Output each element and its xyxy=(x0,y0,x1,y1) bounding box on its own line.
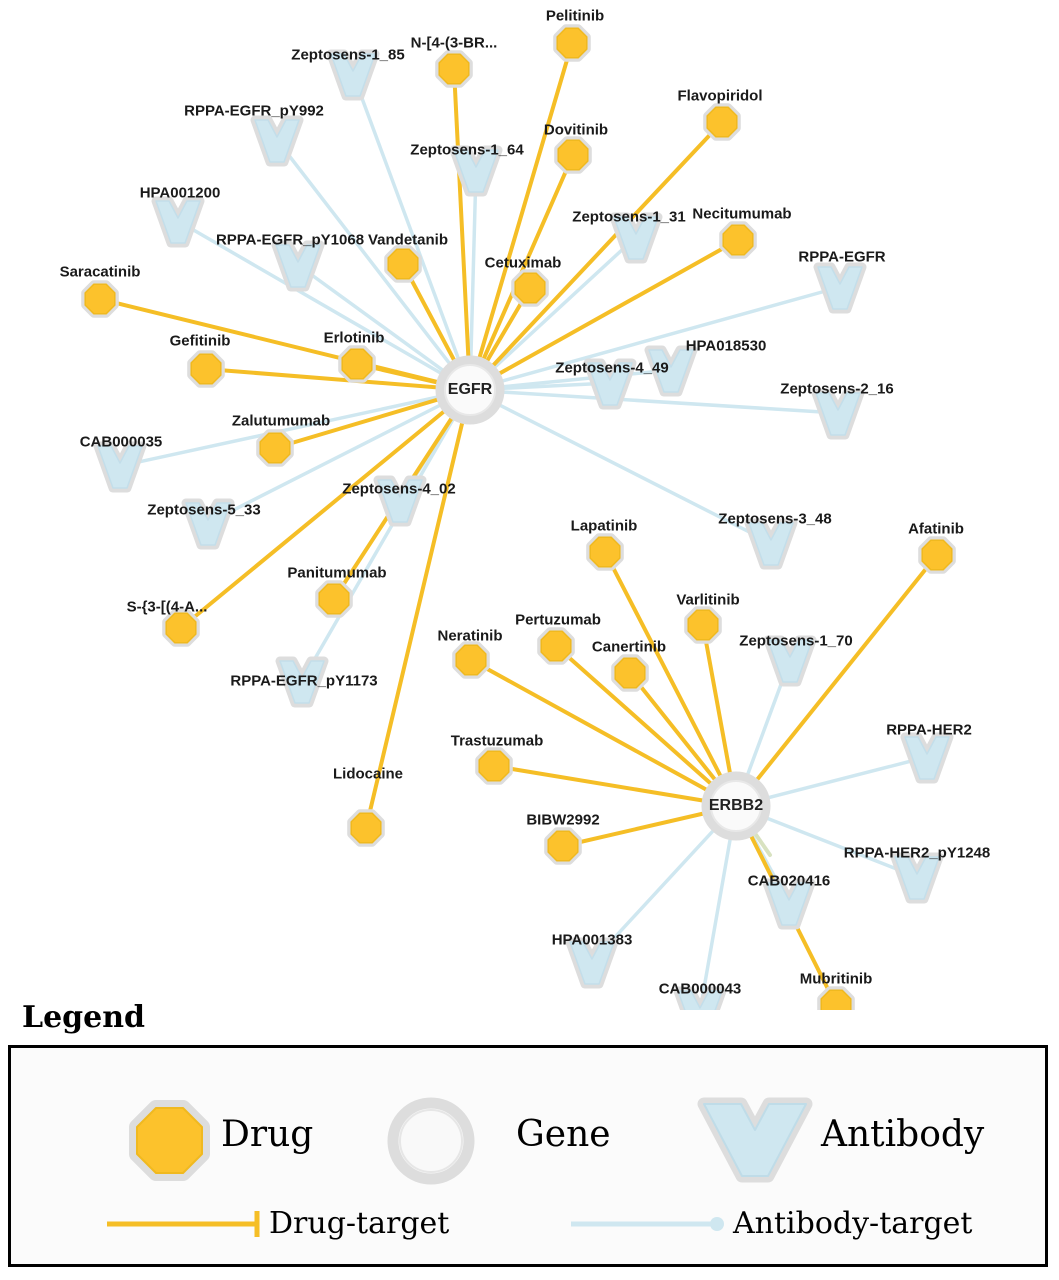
drug-node[interactable] xyxy=(260,433,290,463)
drug-node[interactable] xyxy=(191,354,221,384)
legend-antibody-icon xyxy=(704,1104,806,1176)
antibody-label: Zeptosens-1_31 xyxy=(572,208,686,226)
antibody-label: HPA001383 xyxy=(551,931,633,949)
antibody-label: HPA001200 xyxy=(139,184,221,202)
drug-label: S-{3-[(4-A... xyxy=(126,598,208,616)
antibody-label: RPPA-HER2 xyxy=(886,721,972,739)
drug-node[interactable] xyxy=(479,751,509,781)
antibody-label: Zeptosens-5_33 xyxy=(147,501,261,519)
drug-target-edge xyxy=(454,69,470,390)
drug-label: Pertuzumab xyxy=(515,611,601,629)
legend-antibody-edge-label: Antibody-target xyxy=(733,1206,973,1241)
antibody-label: RPPA-EGFR_pY1068 xyxy=(215,231,365,249)
antibody-label: RPPA-EGFR xyxy=(798,248,886,266)
legend-drug-icon xyxy=(137,1108,202,1173)
drug-label: Cetuximab xyxy=(484,254,562,272)
drug-node[interactable] xyxy=(590,537,620,567)
antibody-label: HPA018530 xyxy=(685,337,767,355)
drug-label: Saracatinib xyxy=(59,263,141,281)
drug-label: Trastuzumab xyxy=(450,732,544,750)
drug-node[interactable] xyxy=(439,54,469,84)
drug-node[interactable] xyxy=(541,631,571,661)
drug-label: Zalutumumab xyxy=(231,412,331,430)
drug-label: N-[4-(3-BR... xyxy=(410,34,498,52)
drug-node[interactable] xyxy=(456,645,486,675)
drug-node[interactable] xyxy=(558,140,588,170)
drug-label: Pelitinib xyxy=(545,7,605,25)
legend-antibody-label: Antibody xyxy=(821,1114,985,1155)
antibody-label: Zeptosens-4_02 xyxy=(342,480,456,498)
legend-gene-icon xyxy=(393,1103,469,1179)
drug-node[interactable] xyxy=(319,584,349,614)
drug-label: Panitumumab xyxy=(287,564,387,582)
drug-label: Erlotinib xyxy=(323,329,385,347)
legend-drug-edge-icon xyxy=(107,1211,257,1237)
drug-label: Afatinib xyxy=(908,520,964,538)
drug-label: Varlitinib xyxy=(676,591,740,609)
gene-label: EGFR xyxy=(447,381,493,398)
legend-drug-label: Drug xyxy=(221,1114,314,1155)
drug-label: Flavopiridol xyxy=(677,87,763,105)
gene-label: ERBB2 xyxy=(708,797,764,814)
drug-label: Vandetanib xyxy=(367,231,449,249)
antibody-label: CAB000035 xyxy=(79,433,163,451)
drug-node[interactable] xyxy=(615,658,645,688)
drug-node[interactable] xyxy=(688,610,718,640)
antibody-label: Zeptosens-1_85 xyxy=(291,46,405,64)
drug-target-edge xyxy=(736,555,937,806)
antibody-label: Zeptosens-2_16 xyxy=(780,380,894,398)
drug-target-edge xyxy=(366,390,470,828)
drug-node[interactable] xyxy=(351,813,381,843)
drug-label: Gefitinib xyxy=(169,332,231,350)
legend-title: Legend xyxy=(22,1000,146,1035)
drug-node[interactable] xyxy=(166,613,196,643)
antibody-label: RPPA-HER2_pY1248 xyxy=(843,844,991,862)
antibody-label: CAB000043 xyxy=(658,980,742,998)
drug-label: Lidocaine xyxy=(332,765,404,783)
drug-label: Neratinib xyxy=(437,627,503,645)
antibody-label: CAB020416 xyxy=(747,872,831,890)
antibody-label: Zeptosens-3_48 xyxy=(718,510,832,528)
drug-node[interactable] xyxy=(85,284,115,314)
drug-node[interactable] xyxy=(548,831,578,861)
legend-antibody-edge-icon xyxy=(571,1217,724,1231)
drug-node[interactable] xyxy=(707,107,737,137)
drug-node[interactable] xyxy=(515,273,545,303)
legend-box xyxy=(8,1045,1048,1267)
drug-label: Necitumumab xyxy=(692,205,792,223)
antibody-label: RPPA-EGFR_pY992 xyxy=(184,102,324,120)
drug-label: Dovitinib xyxy=(543,121,609,139)
drug-node[interactable] xyxy=(388,249,418,279)
antibody-label: Zeptosens-1_70 xyxy=(739,632,853,650)
drug-label: Mubritinib xyxy=(799,970,873,988)
drug-node[interactable] xyxy=(342,349,372,379)
drug-node[interactable] xyxy=(557,28,587,58)
drug-node[interactable] xyxy=(723,225,753,255)
drug-label: Canertinib xyxy=(591,638,667,656)
drug-label: Lapatinib xyxy=(570,517,638,535)
antibody-label: Zeptosens-4_49 xyxy=(555,359,669,377)
antibody-label: RPPA-EGFR_pY1173 xyxy=(230,672,378,690)
antibody-label: Zeptosens-1_64 xyxy=(410,141,524,159)
drug-label: BIBW2992 xyxy=(526,811,600,829)
legend-gene-label: Gene xyxy=(516,1114,611,1155)
legend-drug-edge-label: Drug-target xyxy=(269,1206,450,1241)
drug-node[interactable] xyxy=(922,540,952,570)
